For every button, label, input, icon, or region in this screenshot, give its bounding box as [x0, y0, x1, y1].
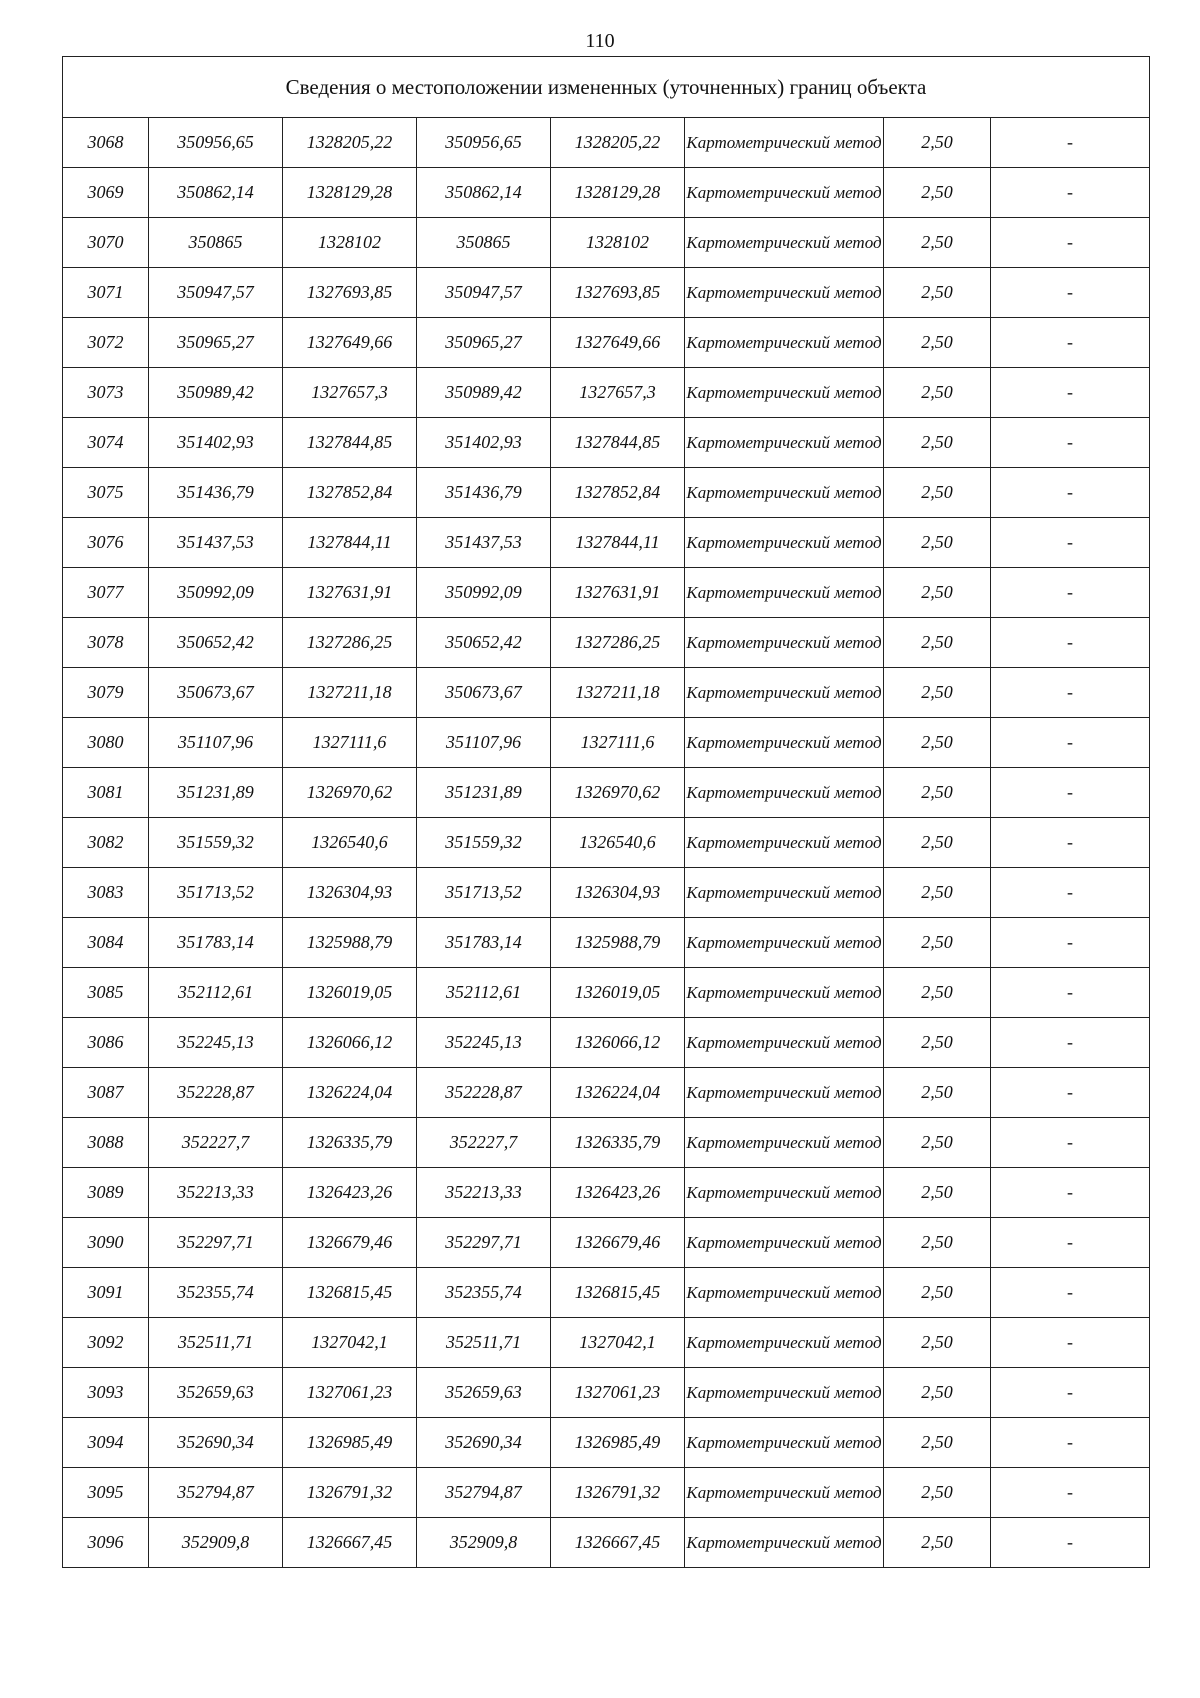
new-x-cell: 352245,13 [417, 1018, 551, 1068]
note-cell: - [991, 868, 1150, 918]
point-number-cell: 3085 [63, 968, 149, 1018]
table-title: Сведения о местоположении измененных (уточненных) границ объекта [63, 57, 1150, 118]
new-x-cell: 350865 [417, 218, 551, 268]
new-y-cell: 1327111,6 [551, 718, 685, 768]
method-cell: Картометрический метод [685, 268, 884, 318]
point-number-cell: 3092 [63, 1318, 149, 1368]
new-x-cell: 351713,52 [417, 868, 551, 918]
note-cell: - [991, 968, 1150, 1018]
new-x-cell: 352794,87 [417, 1468, 551, 1518]
table-row [63, 1418, 1150, 1468]
new-y-cell: 1327852,84 [551, 468, 685, 518]
table-row [63, 568, 1150, 618]
precision-cell: 2,50 [884, 1268, 991, 1318]
existing-x-cell: 352297,71 [149, 1218, 283, 1268]
table-row [63, 718, 1150, 768]
existing-y-cell: 1326304,93 [283, 868, 417, 918]
existing-x-cell: 352245,13 [149, 1018, 283, 1068]
existing-x-cell: 351559,32 [149, 818, 283, 868]
table-row [63, 818, 1150, 868]
precision-cell: 2,50 [884, 568, 991, 618]
note-cell: - [991, 318, 1150, 368]
table-row [63, 618, 1150, 668]
method-cell: Картометрический метод [685, 468, 884, 518]
point-number-cell: 3069 [63, 168, 149, 218]
point-number-cell: 3081 [63, 768, 149, 818]
existing-x-cell: 352213,33 [149, 1168, 283, 1218]
new-y-cell: 1327844,11 [551, 518, 685, 568]
precision-cell: 2,50 [884, 368, 991, 418]
existing-y-cell: 1326019,05 [283, 968, 417, 1018]
new-x-cell: 352659,63 [417, 1368, 551, 1418]
note-cell: - [991, 768, 1150, 818]
new-x-cell: 350992,09 [417, 568, 551, 618]
new-x-cell: 352228,87 [417, 1068, 551, 1118]
new-x-cell: 352227,7 [417, 1118, 551, 1168]
point-number-cell: 3075 [63, 468, 149, 518]
existing-y-cell: 1326066,12 [283, 1018, 417, 1068]
note-cell: - [991, 568, 1150, 618]
new-x-cell: 350956,65 [417, 118, 551, 168]
new-y-cell: 1326066,12 [551, 1018, 685, 1068]
existing-y-cell: 1326815,45 [283, 1268, 417, 1318]
precision-cell: 2,50 [884, 1068, 991, 1118]
new-x-cell: 352297,71 [417, 1218, 551, 1268]
existing-x-cell: 351437,53 [149, 518, 283, 568]
note-cell: - [991, 368, 1150, 418]
note-cell: - [991, 418, 1150, 468]
table-row [63, 1318, 1150, 1368]
method-cell: Картометрический метод [685, 1418, 884, 1468]
precision-cell: 2,50 [884, 1118, 991, 1168]
note-cell: - [991, 468, 1150, 518]
new-x-cell: 350989,42 [417, 368, 551, 418]
new-y-cell: 1327211,18 [551, 668, 685, 718]
precision-cell: 2,50 [884, 718, 991, 768]
new-y-cell: 1327631,91 [551, 568, 685, 618]
new-y-cell: 1326224,04 [551, 1068, 685, 1118]
precision-cell: 2,50 [884, 1018, 991, 1068]
method-cell: Картометрический метод [685, 518, 884, 568]
new-x-cell: 350652,42 [417, 618, 551, 668]
method-cell: Картометрический метод [685, 118, 884, 168]
existing-y-cell: 1326335,79 [283, 1118, 417, 1168]
table-row [63, 918, 1150, 968]
precision-cell: 2,50 [884, 118, 991, 168]
note-cell: - [991, 1418, 1150, 1468]
method-cell: Картометрический метод [685, 968, 884, 1018]
point-number-cell: 3079 [63, 668, 149, 718]
boundary-coordinates-table [62, 56, 1150, 1568]
note-cell: - [991, 668, 1150, 718]
existing-x-cell: 351107,96 [149, 718, 283, 768]
new-y-cell: 1326815,45 [551, 1268, 685, 1318]
existing-x-cell: 351713,52 [149, 868, 283, 918]
new-x-cell: 351559,32 [417, 818, 551, 868]
new-y-cell: 1326423,26 [551, 1168, 685, 1218]
new-x-cell: 350947,57 [417, 268, 551, 318]
existing-x-cell: 350673,67 [149, 668, 283, 718]
method-cell: Картометрический метод [685, 318, 884, 368]
page-number: 110 [585, 30, 615, 52]
new-y-cell: 1327693,85 [551, 268, 685, 318]
method-cell: Картометрический метод [685, 1218, 884, 1268]
point-number-cell: 3088 [63, 1118, 149, 1168]
existing-x-cell: 352794,87 [149, 1468, 283, 1518]
new-x-cell: 350862,14 [417, 168, 551, 218]
new-y-cell: 1326985,49 [551, 1418, 685, 1468]
precision-cell: 2,50 [884, 768, 991, 818]
table-row [63, 1518, 1150, 1568]
note-cell: - [991, 1318, 1150, 1368]
point-number-cell: 3080 [63, 718, 149, 768]
new-y-cell: 1326679,46 [551, 1218, 685, 1268]
existing-y-cell: 1327657,3 [283, 368, 417, 418]
note-cell: - [991, 1068, 1150, 1118]
method-cell: Картометрический метод [685, 1318, 884, 1368]
new-x-cell: 350965,27 [417, 318, 551, 368]
method-cell: Картометрический метод [685, 568, 884, 618]
precision-cell: 2,50 [884, 1218, 991, 1268]
precision-cell: 2,50 [884, 318, 991, 368]
point-number-cell: 3090 [63, 1218, 149, 1268]
new-y-cell: 1328129,28 [551, 168, 685, 218]
method-cell: Картометрический метод [685, 368, 884, 418]
existing-y-cell: 1326540,6 [283, 818, 417, 868]
existing-x-cell: 350862,14 [149, 168, 283, 218]
existing-x-cell: 352659,63 [149, 1368, 283, 1418]
existing-x-cell: 352909,8 [149, 1518, 283, 1568]
point-number-cell: 3073 [63, 368, 149, 418]
new-x-cell: 352690,34 [417, 1418, 551, 1468]
precision-cell: 2,50 [884, 1368, 991, 1418]
existing-x-cell: 352227,7 [149, 1118, 283, 1168]
existing-y-cell: 1327111,6 [283, 718, 417, 768]
table-row [63, 118, 1150, 168]
point-number-cell: 3068 [63, 118, 149, 168]
new-x-cell: 351107,96 [417, 718, 551, 768]
existing-x-cell: 350965,27 [149, 318, 283, 368]
point-number-cell: 3087 [63, 1068, 149, 1118]
method-cell: Картометрический метод [685, 1518, 884, 1568]
method-cell: Картометрический метод [685, 818, 884, 868]
precision-cell: 2,50 [884, 1168, 991, 1218]
table-row [63, 168, 1150, 218]
note-cell: - [991, 1368, 1150, 1418]
existing-x-cell: 352228,87 [149, 1068, 283, 1118]
precision-cell: 2,50 [884, 218, 991, 268]
precision-cell: 2,50 [884, 818, 991, 868]
existing-y-cell: 1328129,28 [283, 168, 417, 218]
precision-cell: 2,50 [884, 668, 991, 718]
existing-y-cell: 1327693,85 [283, 268, 417, 318]
new-y-cell: 1326791,32 [551, 1468, 685, 1518]
method-cell: Картометрический метод [685, 718, 884, 768]
existing-y-cell: 1327649,66 [283, 318, 417, 368]
method-cell: Картометрический метод [685, 868, 884, 918]
precision-cell: 2,50 [884, 1418, 991, 1468]
table-row [63, 318, 1150, 368]
table-row [63, 1218, 1150, 1268]
new-y-cell: 1328205,22 [551, 118, 685, 168]
table-row [63, 418, 1150, 468]
table-row [63, 268, 1150, 318]
precision-cell: 2,50 [884, 168, 991, 218]
point-number-cell: 3078 [63, 618, 149, 668]
precision-cell: 2,50 [884, 618, 991, 668]
existing-y-cell: 1327042,1 [283, 1318, 417, 1368]
existing-x-cell: 352112,61 [149, 968, 283, 1018]
new-y-cell: 1326540,6 [551, 818, 685, 868]
table-row [63, 1268, 1150, 1318]
existing-y-cell: 1326679,46 [283, 1218, 417, 1268]
table-row [63, 518, 1150, 568]
existing-x-cell: 350989,42 [149, 368, 283, 418]
method-cell: Картометрический метод [685, 168, 884, 218]
note-cell: - [991, 1118, 1150, 1168]
precision-cell: 2,50 [884, 918, 991, 968]
new-y-cell: 1326304,93 [551, 868, 685, 918]
note-cell: - [991, 1218, 1150, 1268]
new-x-cell: 351436,79 [417, 468, 551, 518]
point-number-cell: 3082 [63, 818, 149, 868]
existing-y-cell: 1327211,18 [283, 668, 417, 718]
precision-cell: 2,50 [884, 1468, 991, 1518]
new-y-cell: 1328102 [551, 218, 685, 268]
existing-y-cell: 1327852,84 [283, 468, 417, 518]
existing-y-cell: 1327844,11 [283, 518, 417, 568]
point-number-cell: 3095 [63, 1468, 149, 1518]
precision-cell: 2,50 [884, 518, 991, 568]
existing-x-cell: 352355,74 [149, 1268, 283, 1318]
existing-x-cell: 350947,57 [149, 268, 283, 318]
note-cell: - [991, 1168, 1150, 1218]
new-x-cell: 352511,71 [417, 1318, 551, 1368]
point-number-cell: 3070 [63, 218, 149, 268]
existing-y-cell: 1327844,85 [283, 418, 417, 468]
table-row [63, 768, 1150, 818]
existing-y-cell: 1326970,62 [283, 768, 417, 818]
point-number-cell: 3086 [63, 1018, 149, 1068]
existing-y-cell: 1326667,45 [283, 1518, 417, 1568]
new-y-cell: 1325988,79 [551, 918, 685, 968]
precision-cell: 2,50 [884, 1318, 991, 1368]
existing-y-cell: 1326985,49 [283, 1418, 417, 1468]
existing-x-cell: 351231,89 [149, 768, 283, 818]
existing-x-cell: 352690,34 [149, 1418, 283, 1468]
existing-x-cell: 350992,09 [149, 568, 283, 618]
note-cell: - [991, 268, 1150, 318]
table-row [63, 868, 1150, 918]
existing-y-cell: 1326791,32 [283, 1468, 417, 1518]
table-row [63, 1368, 1150, 1418]
new-y-cell: 1327649,66 [551, 318, 685, 368]
existing-y-cell: 1326423,26 [283, 1168, 417, 1218]
point-number-cell: 3089 [63, 1168, 149, 1218]
table-row [63, 1168, 1150, 1218]
note-cell: - [991, 1518, 1150, 1568]
method-cell: Картометрический метод [685, 668, 884, 718]
existing-y-cell: 1327286,25 [283, 618, 417, 668]
precision-cell: 2,50 [884, 418, 991, 468]
note-cell: - [991, 818, 1150, 868]
existing-x-cell: 352511,71 [149, 1318, 283, 1368]
method-cell: Картометрический метод [685, 218, 884, 268]
new-x-cell: 351783,14 [417, 918, 551, 968]
new-y-cell: 1327844,85 [551, 418, 685, 468]
table-row [63, 218, 1150, 268]
method-cell: Картометрический метод [685, 1068, 884, 1118]
existing-y-cell: 1327061,23 [283, 1368, 417, 1418]
note-cell: - [991, 918, 1150, 968]
note-cell: - [991, 118, 1150, 168]
new-y-cell: 1326970,62 [551, 768, 685, 818]
boundary-table-container [62, 56, 1149, 1568]
point-number-cell: 3094 [63, 1418, 149, 1468]
note-cell: - [991, 718, 1150, 768]
method-cell: Картометрический метод [685, 418, 884, 468]
point-number-cell: 3077 [63, 568, 149, 618]
existing-y-cell: 1326224,04 [283, 1068, 417, 1118]
new-y-cell: 1327061,23 [551, 1368, 685, 1418]
new-x-cell: 351231,89 [417, 768, 551, 818]
method-cell: Картометрический метод [685, 768, 884, 818]
existing-x-cell: 350956,65 [149, 118, 283, 168]
table-row [63, 1118, 1150, 1168]
point-number-cell: 3091 [63, 1268, 149, 1318]
table-row [63, 1018, 1150, 1068]
new-y-cell: 1326019,05 [551, 968, 685, 1018]
table-row [63, 1468, 1150, 1518]
table-title-row [63, 57, 1150, 118]
note-cell: - [991, 618, 1150, 668]
new-x-cell: 350673,67 [417, 668, 551, 718]
new-y-cell: 1327042,1 [551, 1318, 685, 1368]
table-row [63, 968, 1150, 1018]
new-y-cell: 1326335,79 [551, 1118, 685, 1168]
note-cell: - [991, 168, 1150, 218]
method-cell: Картометрический метод [685, 1118, 884, 1168]
method-cell: Картометрический метод [685, 918, 884, 968]
new-y-cell: 1326667,45 [551, 1518, 685, 1568]
table-row [63, 468, 1150, 518]
method-cell: Картометрический метод [685, 618, 884, 668]
method-cell: Картометрический метод [685, 1468, 884, 1518]
new-x-cell: 352213,33 [417, 1168, 551, 1218]
new-x-cell: 352909,8 [417, 1518, 551, 1568]
note-cell: - [991, 1468, 1150, 1518]
note-cell: - [991, 218, 1150, 268]
point-number-cell: 3084 [63, 918, 149, 968]
existing-x-cell: 350865 [149, 218, 283, 268]
point-number-cell: 3071 [63, 268, 149, 318]
existing-x-cell: 351402,93 [149, 418, 283, 468]
note-cell: - [991, 1018, 1150, 1068]
method-cell: Картометрический метод [685, 1268, 884, 1318]
table-body [63, 118, 1150, 1568]
existing-x-cell: 350652,42 [149, 618, 283, 668]
existing-x-cell: 351783,14 [149, 918, 283, 968]
table-row [63, 1068, 1150, 1118]
precision-cell: 2,50 [884, 468, 991, 518]
method-cell: Картометрический метод [685, 1168, 884, 1218]
note-cell: - [991, 1268, 1150, 1318]
new-x-cell: 352112,61 [417, 968, 551, 1018]
existing-y-cell: 1328102 [283, 218, 417, 268]
existing-y-cell: 1325988,79 [283, 918, 417, 968]
new-x-cell: 352355,74 [417, 1268, 551, 1318]
point-number-cell: 3083 [63, 868, 149, 918]
point-number-cell: 3076 [63, 518, 149, 568]
precision-cell: 2,50 [884, 1518, 991, 1568]
point-number-cell: 3072 [63, 318, 149, 368]
new-x-cell: 351402,93 [417, 418, 551, 468]
note-cell: - [991, 518, 1150, 568]
table-row [63, 668, 1150, 718]
precision-cell: 2,50 [884, 868, 991, 918]
method-cell: Картометрический метод [685, 1018, 884, 1068]
point-number-cell: 3093 [63, 1368, 149, 1418]
point-number-cell: 3074 [63, 418, 149, 468]
new-y-cell: 1327657,3 [551, 368, 685, 418]
point-number-cell: 3096 [63, 1518, 149, 1568]
method-cell: Картометрический метод [685, 1368, 884, 1418]
precision-cell: 2,50 [884, 268, 991, 318]
new-y-cell: 1327286,25 [551, 618, 685, 668]
existing-x-cell: 351436,79 [149, 468, 283, 518]
new-x-cell: 351437,53 [417, 518, 551, 568]
precision-cell: 2,50 [884, 968, 991, 1018]
existing-y-cell: 1327631,91 [283, 568, 417, 618]
table-row [63, 368, 1150, 418]
existing-y-cell: 1328205,22 [283, 118, 417, 168]
